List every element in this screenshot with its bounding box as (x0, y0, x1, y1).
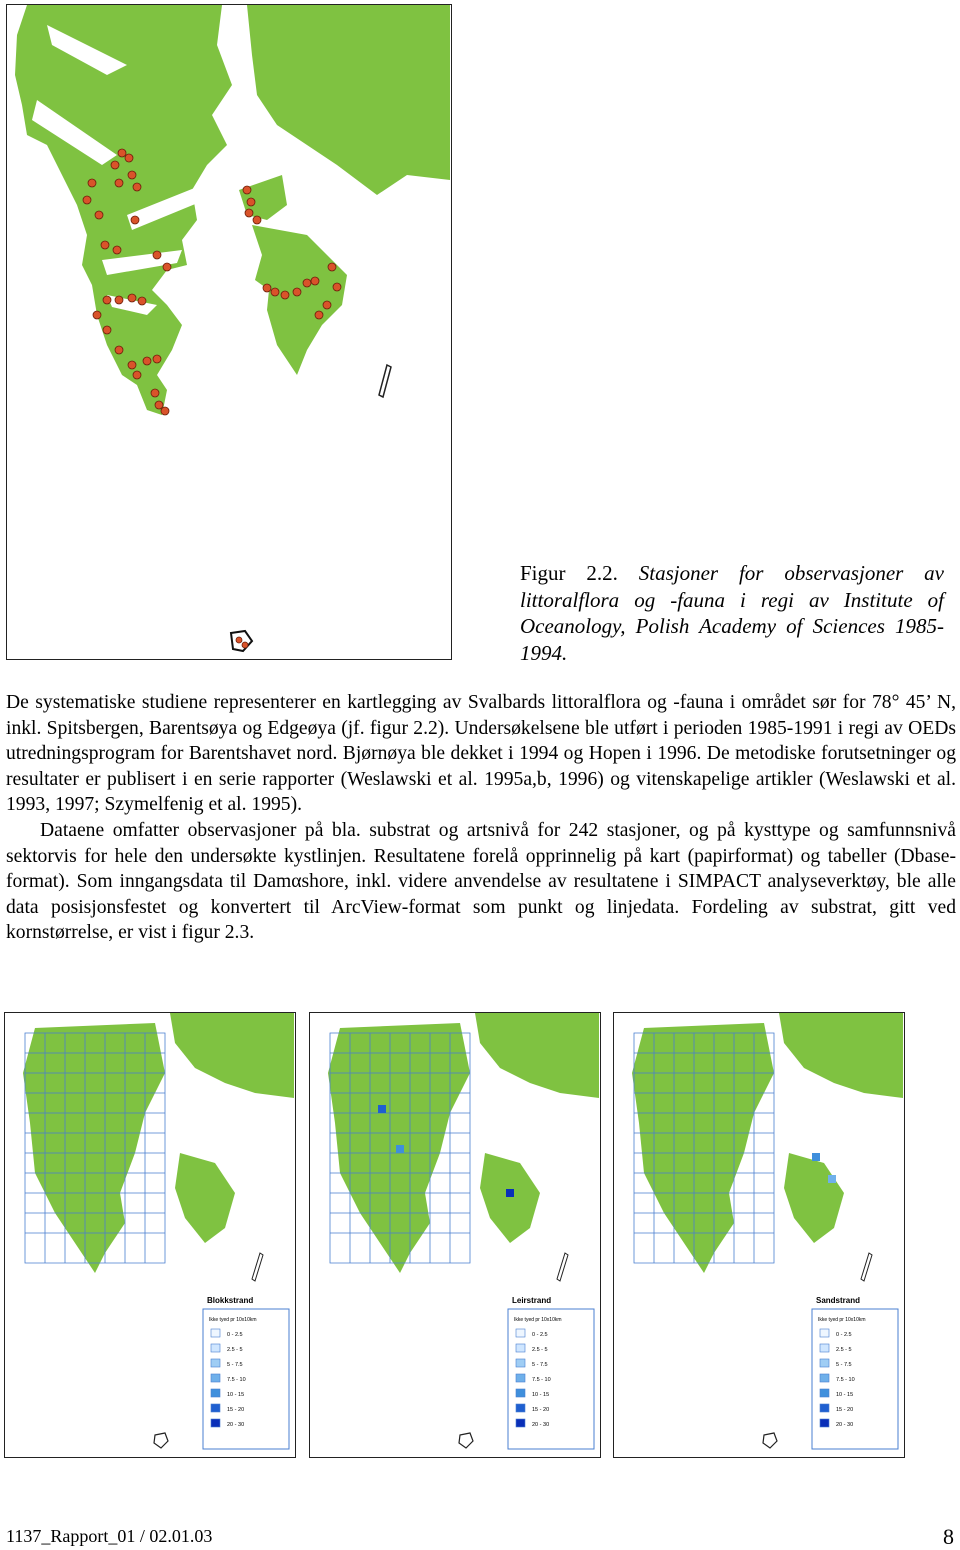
land-nordaustlandet (247, 5, 450, 195)
paragraph-1: De systematiske studiene representerer en kartlegging av Svalbards littoralflora og -fauna i området sør for 78° 45’ N, inkl. Spitsbergen, Barentsøya og Edgeøya (jf. figur 2.2). Undersøkelsene ble utført i perioden 1985-1991 i regi av OEDs utredningsprogram for Barentshavet nord. Bjørnøya ble dekket i 1994 og Hopen i 1996. De metodiske forutsetninger og resultater er publisert i en serie rapporter (Weslawski et al. 1995a,b, 1996) og vitenskapelige artikler (Weslawski et al. 1993, 1997; Szymelfenig et al. 1995). (6, 692, 956, 816)
legend-item: 5 - 7.5 (532, 1362, 548, 1368)
legend-item: 0 - 2.5 (532, 1332, 548, 1338)
legend-item: 7.5 - 10 (227, 1377, 246, 1383)
legend-title: Sandstrand (816, 1296, 861, 1305)
legend-subtitle: Ikke tyed pr 10x10km (818, 1317, 866, 1323)
substrate-map-graphic (5, 1013, 294, 1456)
legend-item: 10 - 15 (227, 1392, 245, 1398)
page-number: 8 (943, 1524, 954, 1549)
figure-text: Stasjoner for observasjoner av littoralflora og -fauna i regi av Institute of Oceanology, Polish Academy of Sciences 1985-1994. (520, 561, 944, 665)
legend-item: 2.5 - 5 (227, 1347, 243, 1353)
legend-item: 15 - 20 (227, 1407, 245, 1413)
body-text (6, 690, 956, 946)
land-hopen (379, 365, 391, 397)
paragraph-2: Dataene omfatter observasjoner på bla. substrat og artsnivå for 242 stasjoner, og på kysttype og samfunnsnivå sektorvis for hele den undersøkte kystlinjen. Resultatene forelå opprinnelig på kart (papirformat) og tabeller (Dbase-format). Som inngangsdata til Damαshore, inkl. videre anvendelse av resultatene i SIMPACT analyseverktøy, ble alle data posisjonsfestet og konvertert til ArcView-format som punkt og linjedata. Fordeling av substrat, gitt ved kornstørrelse, er vist i figur 2.3. (6, 819, 956, 944)
figure-label: Figur 2.2. (520, 561, 618, 585)
legend-item: 5 - 7.5 (227, 1362, 243, 1368)
legend-item: 2.5 - 5 (836, 1347, 852, 1353)
legend-item: 2.5 - 5 (532, 1347, 548, 1353)
substrate-map-graphic (310, 1013, 599, 1456)
legend-item: 20 - 30 (836, 1422, 854, 1428)
figure-caption (520, 560, 944, 666)
legend-title: Blokkstrand (207, 1296, 254, 1305)
legend-title: Leirstrand (512, 1296, 552, 1305)
legend-item: 0 - 2.5 (227, 1332, 243, 1338)
footer-report-id: 1137_Rapport_01 / 02.01.03 (6, 1526, 213, 1546)
svalbard-map-graphic (7, 5, 450, 658)
legend-item: 15 - 20 (532, 1407, 550, 1413)
legend-item: 5 - 7.5 (836, 1362, 852, 1368)
legend-item: 10 - 15 (532, 1392, 550, 1398)
legend-item: 20 - 30 (227, 1422, 245, 1428)
substrate-map-graphic (614, 1013, 903, 1456)
legend-item: 10 - 15 (836, 1392, 854, 1398)
station-map (6, 4, 452, 660)
substrate-map-blokkstrand (4, 1012, 296, 1458)
legend-subtitle: Ikke tyed pr 10x10km (514, 1317, 562, 1323)
legend-item: 15 - 20 (836, 1407, 854, 1413)
substrate-map-sandstrand (613, 1012, 905, 1458)
legend-subtitle: Ikke tyed pr 10x10km (209, 1317, 257, 1323)
substrate-map-leirstrand (309, 1012, 601, 1458)
land-edgeoya (252, 225, 347, 375)
legend-item: 20 - 30 (532, 1422, 550, 1428)
legend-item: 0 - 2.5 (836, 1332, 852, 1338)
legend-item: 7.5 - 10 (532, 1377, 551, 1383)
legend-item: 7.5 - 10 (836, 1377, 855, 1383)
